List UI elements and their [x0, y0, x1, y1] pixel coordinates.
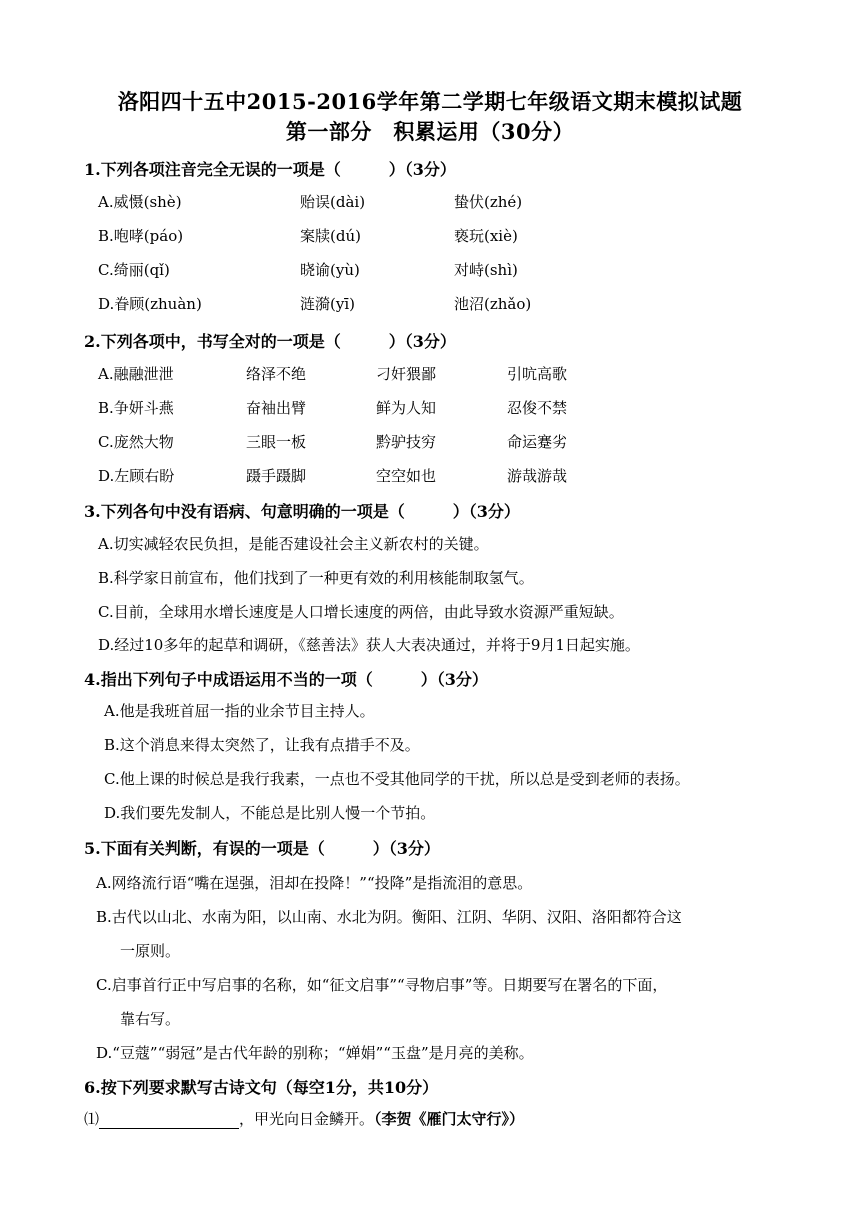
q5-option-b: B.古代以山北、水南为阳，以山南、水北为阴。衡阳、江阴、华阴、汉阳、洛阳都符合这	[96, 908, 682, 926]
q2-option: 忍俊不禁	[507, 399, 568, 417]
q1-option: C.绮丽(qǐ)	[98, 261, 170, 279]
q2-option: A.融融泄泄	[98, 365, 174, 383]
answer-blank[interactable]	[99, 1112, 239, 1129]
q1-option: B.咆哮(páo)	[98, 227, 184, 245]
q6-item-1-source: （李贺《雁门太守行》）	[374, 1110, 525, 1128]
q1-option: 晓谕(yù)	[300, 261, 360, 279]
question-6-stem: 6.按下列要求默写古诗文句（每空1分，共10分）	[84, 1078, 439, 1097]
question-1-stem: 1.下列各项注音完全无误的一项是（ ）（3分）	[84, 160, 456, 179]
q1-option: A.威慑(shè)	[98, 193, 182, 211]
q1-option: D.眷顾(zhuàn)	[98, 295, 202, 313]
q1-option: 对峙(shì)	[454, 261, 518, 279]
exam-title: 洛阳四十五中2015-2016学年第二学期七年级语文期末模拟试题	[117, 89, 743, 114]
question-4-stem: 4.指出下列句子中成语运用不当的一项（ ）（3分）	[84, 670, 488, 689]
q2-option: 引吭高歌	[507, 365, 568, 383]
q2-option: 黔驴技穷	[376, 433, 437, 451]
q1-option: 池沼(zhǎo)	[454, 295, 532, 313]
q1-option: 蛰伏(zhé)	[454, 193, 523, 211]
q2-option: 游哉游哉	[507, 467, 568, 485]
q2-option: 三眼一板	[246, 433, 307, 451]
q1-option: 案牍(dú)	[300, 227, 361, 245]
question-5-stem: 5.下面有关判断，有误的一项是（ ）（3分）	[84, 839, 440, 858]
q6-item-1	[84, 1108, 524, 1129]
q2-option: C.庞然大物	[98, 433, 174, 451]
q2-option: B.争妍斗燕	[98, 399, 174, 417]
q4-option-a: A.他是我班首屈一指的业余节目主持人。	[104, 702, 375, 720]
q3-option-a: A.切实减轻农民负担，是能否建设社会主义新农村的关键。	[98, 535, 489, 553]
q3-option-b: B.科学家日前宣布，他们找到了一种更有效的利用核能制取氢气。	[98, 569, 534, 587]
q5-option-a: A.网络流行语“嘴在逞强，泪却在投降！”“投降”是指流泪的意思。	[96, 874, 533, 892]
q2-option: 命运蹇劣	[507, 433, 568, 451]
q1-option: 亵玩(xiè)	[454, 227, 518, 245]
q1-option: 涟漪(yī)	[300, 295, 355, 313]
q2-option: 奋袖出臂	[246, 399, 307, 417]
q2-option: D.左顾右盼	[98, 467, 175, 485]
q5-option-c-cont: 靠右写。	[120, 1010, 181, 1028]
q2-option: 络泽不绝	[246, 365, 307, 383]
question-3-stem: 3.下列各句中没有语病、句意明确的一项是（ ）（3分）	[84, 502, 520, 521]
q4-option-d: D.我们要先发制人，不能总是比别人慢一个节拍。	[104, 804, 436, 822]
q6-item-1-number: ⑴	[84, 1110, 100, 1128]
q2-option: 刁奸猥鄙	[376, 365, 437, 383]
q5-option-c: C.启事首行正中写启事的名称，如“征文启事”“寻物启事”等。日期要写在署名的下面，	[96, 976, 668, 994]
q1-option: 贻误(dài)	[300, 193, 366, 211]
q6-item-1-text: ，甲光向日金鳞开。	[239, 1110, 375, 1128]
q3-option-c: C.目前，全球用水增长速度是人口增长速度的两倍，由此导致水资源严重短缺。	[98, 603, 624, 621]
q5-option-d: D.“豆蔻”“弱冠”是古代年龄的别称；“婵娟”“玉盘”是月亮的美称。	[96, 1044, 534, 1062]
question-2-stem: 2.下列各项中，书写全对的一项是（ ）（3分）	[84, 332, 456, 351]
q2-option: 鲜为人知	[376, 399, 437, 417]
section-title: 第一部分 积累运用（30分）	[285, 119, 575, 144]
q3-option-d: D.经过10多年的起草和调研，《慈善法》获人大表决通过，并将于9月1日起实施。	[98, 636, 640, 654]
q2-option: 空空如也	[376, 467, 437, 485]
q4-option-c: C.他上课的时候总是我行我素，一点也不受其他同学的干扰，所以总是受到老师的表扬。	[104, 770, 690, 788]
q4-option-b: B.这个消息来得太突然了，让我有点措手不及。	[104, 736, 420, 754]
q5-option-b-cont: 一原则。	[120, 942, 181, 960]
q2-option: 蹑手蹑脚	[246, 467, 307, 485]
